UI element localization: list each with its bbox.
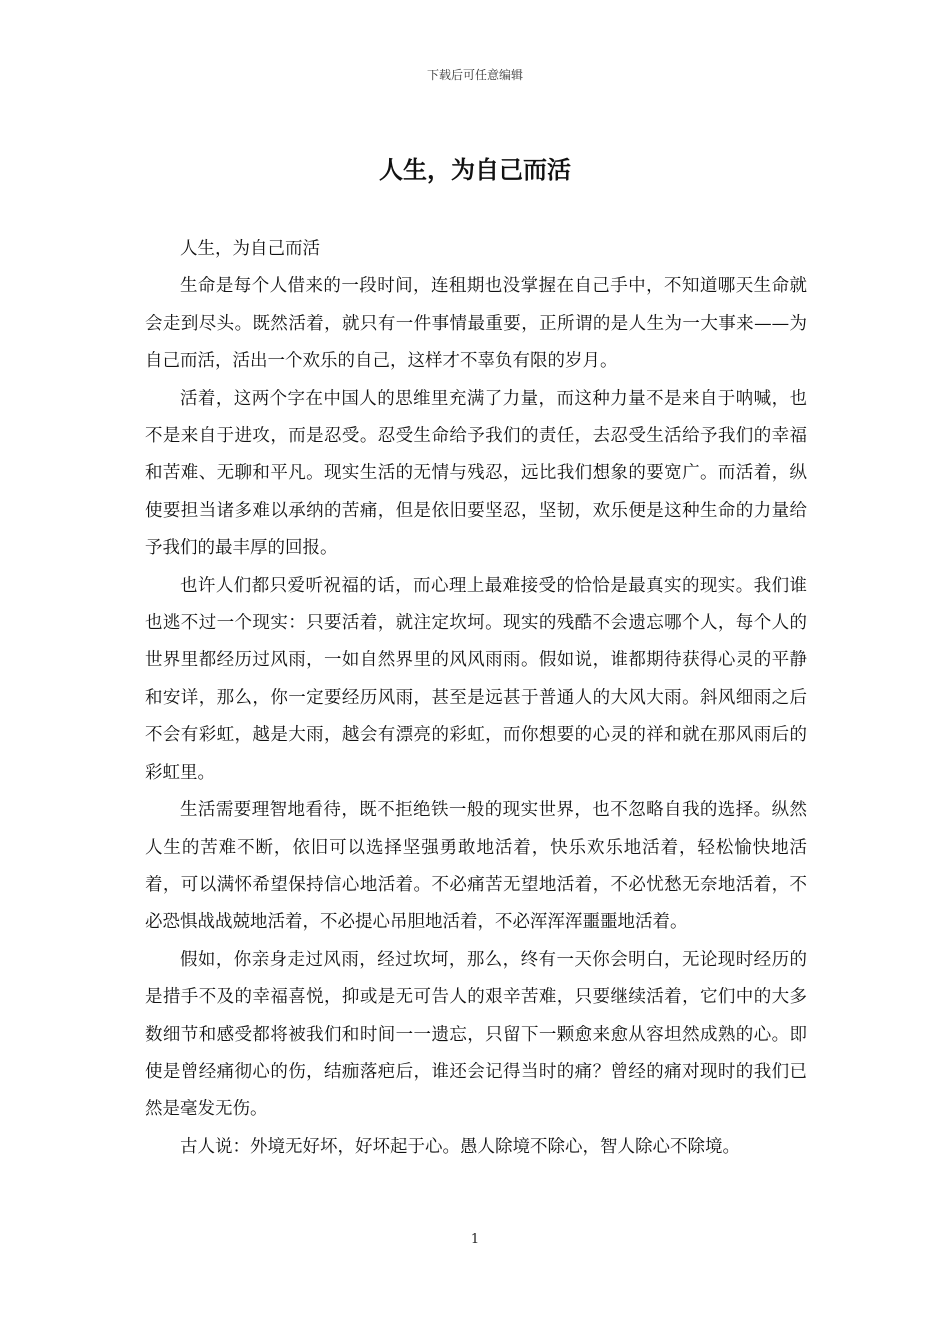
document-title: 人生，为自己而活 <box>379 156 571 184</box>
document-body <box>145 231 807 1166</box>
paragraph: 假如，你亲身走过风雨，经过坎坷，那么，终有一天你会明白，无论现时经历的是措手不及的幸福喜悦，抑或是无可告人的艰辛苦难，只要继续活着，它们中的大多数细节和感受都将被我们和时间一一遗忘，只留下一颗愈来愈从容坦然成熟的心。即使是曾经痛彻心的伤，结痂落疤后，谁还会记得当时的痛？曾经的痛对现时的我们已然是毫发无伤。 <box>145 949 807 1120</box>
paragraph: 古人说：外境无好坏，好坏起于心。愚人除境不除心，智人除心不除境。 <box>180 1136 740 1157</box>
paragraph: 生命是每个人借来的一段时间，连租期也没掌握在自己手中，不知道哪天生命就会走到尽头。既然活着，就只有一件事情最重要，正所谓的是人生为一大事来——为自己而活，活出一个欢乐的自己，这样才不辜负有限的岁月。 <box>145 276 807 372</box>
page-header-note: 下载后可任意编辑 <box>426 68 523 82</box>
page-number: 1 <box>470 1232 480 1247</box>
paragraph: 生活需要理智地看待，既不拒绝铁一般的现实世界，也不忽略自我的选择。纵然人生的苦难不断，依旧可以选择坚强勇敢地活着，快乐欢乐地活着，轻松愉快地活着，可以满怀希望保持信心地活着。不必痛苦无望地活着，不必忧愁无奈地活着，不必恐惧战战兢地活着，不必提心吊胆地活着，不必浑浑浑噩噩地活着。 <box>145 800 807 933</box>
paragraph: 也许人们都只爱听祝福的话，而心理上最难接受的恰恰是最真实的现实。我们谁也逃不过一个现实：只要活着，就注定坎坷。现实的残酷不会遗忘哪个人，每个人的世界里都经历过风雨，一如自然界里的风风雨雨。假如说，谁都期待获得心灵的平静和安详，那么，你一定要经历风雨，甚至是远甚于普通人的大风大雨。斜风细雨之后不会有彩虹，越是大雨，越会有漂亮的彩虹，而你想要的心灵的祥和就在那风雨后的彩虹里。 <box>145 575 807 783</box>
paragraph: 活着，这两个字在中国人的思维里充满了力量，而这种力量不是来自于呐喊，也不是来自于进攻，而是忍受。忍受生命给予我们的责任，去忍受生活给予我们的幸福和苦难、无聊和平凡。现实生活的无情与残忍，远比我们想象的要宽广。而活着，纵使要担当诸多难以承纳的苦痛，但是依旧要坚忍，坚韧，欢乐便是这种生命的力量给予我们的最丰厚的回报。 <box>145 388 807 559</box>
paragraph: 人生，为自己而活 <box>180 239 320 259</box>
